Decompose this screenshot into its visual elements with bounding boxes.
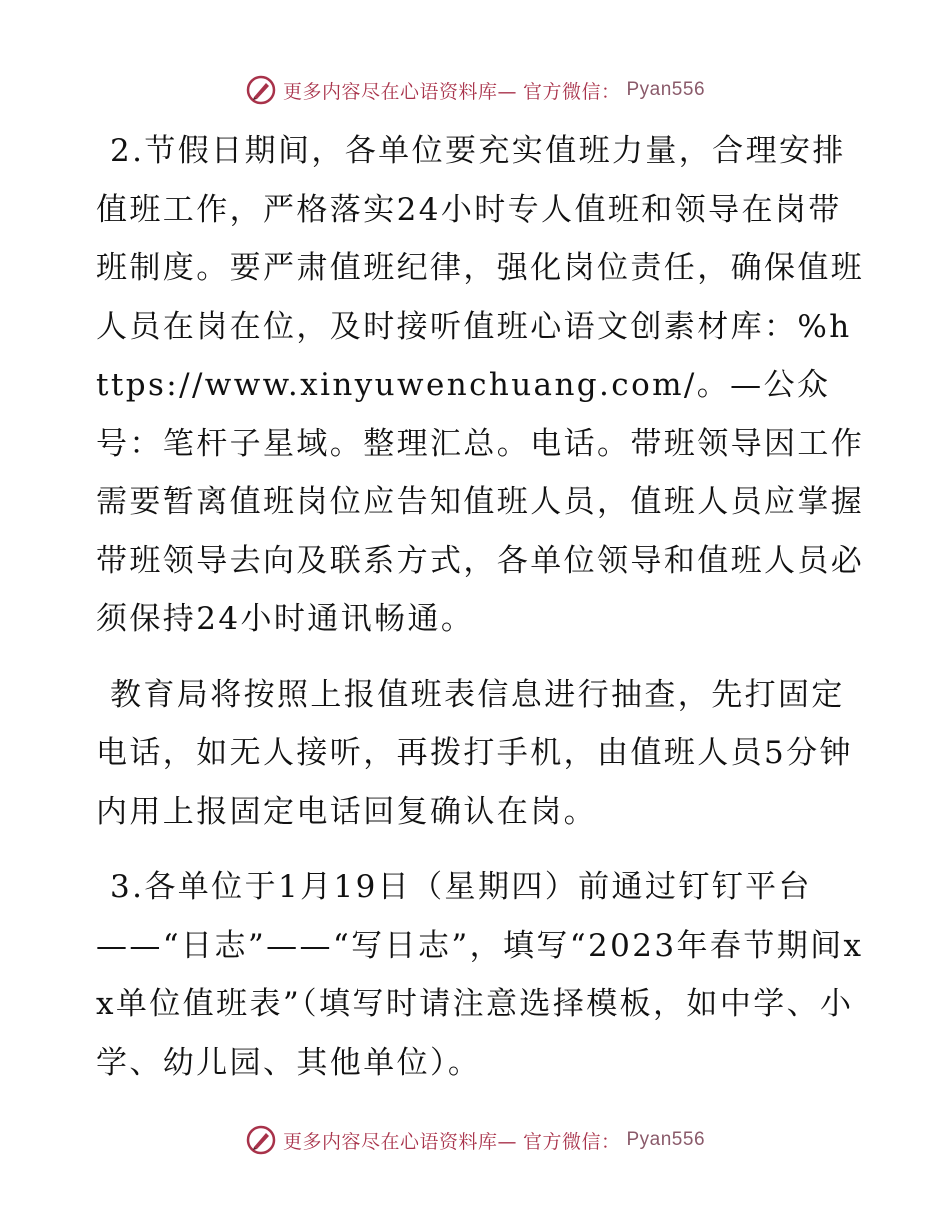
pen-logo-icon [245,74,277,106]
paragraph-text: 3.各单位于1月19日（星期四）前通过钉钉平台——“日志”——“写日志”，填写“2023年春节期间xx单位值班表”（填写时请注意选择模板，如中学、小学、幼儿园、其他单位）。 [96,869,864,1081]
paragraph-text: 2.节假日期间，各单位要充实值班力量，合理安排值班工作，严格落实24小时专人值班和领导在岗带班制度。要严肃值班纪律，强化岗位责任，确保值班人员在岗在位，及时接听值班心语文创素材库：%https://www.xinyuwenchuang.com/。—公众号：笔杆子星域。整理汇总。电话。带班领导因工作需要暂离值班岗位应告知值班人员，值班人员应掌握带班领导去向及联系方式，各单位领导和值班人员必须保持24小时通讯畅通。 [96,133,865,637]
header-site-text: 更多内容尽在心语资料库— [282,80,517,103]
footer-wechat-id: Pyan556 [626,1129,706,1150]
header-watermark-banner [0,70,950,110]
footer-site-text: 更多内容尽在心语资料库— [282,1130,517,1153]
paragraph-submission [96,858,866,1092]
footer-wechat-label: 官方微信： [522,1130,621,1153]
document-body [96,122,866,1109]
paragraph-text: 教育局将按照上报值班表信息进行抽查，先打固定电话，如无人接听，再拨打手机，由值班人员5分钟内用上报固定电话回复确认在岗。 [96,676,853,830]
paragraph-spot-check [96,666,866,842]
pen-logo-icon [245,1124,277,1156]
header-wechat-id: Pyan556 [626,79,706,100]
header-wechat-label: 官方微信： [522,80,621,103]
footer-watermark-banner [0,1120,950,1160]
paragraph-duty-arrangement [96,122,866,649]
